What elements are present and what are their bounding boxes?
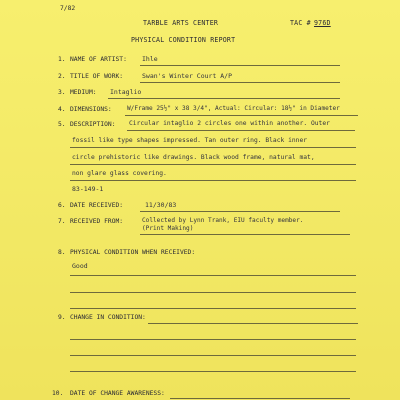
field-1-label: NAME OF ARTIST: xyxy=(70,56,127,63)
field-3-label: MEDIUM: xyxy=(70,89,97,96)
field-4-number: 4. xyxy=(58,106,66,113)
field-8-line-1 xyxy=(70,275,356,276)
dimensions-value: W/Frame 25½" x 38 3/4", Actual: Circular: 18½" in Diameter xyxy=(127,105,340,112)
artist-name: Ihle xyxy=(142,55,158,63)
field-5-line-3 xyxy=(70,164,356,165)
field-5-line-1 xyxy=(127,130,355,131)
field-2-line xyxy=(140,82,340,83)
field-2-label: TITLE OF WORK: xyxy=(70,73,124,80)
tac-number: 976D xyxy=(314,19,331,27)
field-5-label: DESCRIPTION: xyxy=(70,121,116,128)
field-6-label: DATE RECEIVED: xyxy=(70,202,124,209)
organization-name: TARBLE ARTS CENTER xyxy=(143,19,219,27)
description-line-1: Circular intaglio 2 circles one within another. Outer xyxy=(129,120,330,127)
field-9-line-1 xyxy=(148,323,358,324)
field-9-line-3 xyxy=(70,355,356,356)
field-3-line xyxy=(108,98,340,99)
medium-value: Intaglio xyxy=(110,88,142,96)
field-7-line xyxy=(140,234,350,235)
field-8-line-3 xyxy=(70,308,356,309)
field-9-number: 9. xyxy=(58,314,66,321)
field-5-number: 5. xyxy=(58,121,66,128)
field-6-number: 6. xyxy=(58,202,66,209)
description-line-4: non glare glass covering. xyxy=(72,170,167,177)
field-6-line xyxy=(140,211,340,212)
field-2-number: 2. xyxy=(58,73,66,80)
field-8-line-2 xyxy=(70,292,356,293)
field-9-label: CHANGE IN CONDITION: xyxy=(70,314,146,321)
field-9-line-2 xyxy=(70,339,356,340)
work-title: Swan's Winter Court A/P xyxy=(142,72,233,80)
form-date-code: 7/82 xyxy=(60,5,76,12)
description-line-2: fossil like type shapes impressed. Tan outer ring. Black inner xyxy=(72,137,308,144)
field-10-line xyxy=(170,398,350,399)
received-from-note: (Print Making) xyxy=(142,225,194,232)
field-4-label: DIMENSIONS: xyxy=(70,106,112,113)
description-line-3: circle prehistoric like drawings. Black wood frame, natural mat, xyxy=(72,154,315,161)
field-10-number: 10. xyxy=(52,390,64,397)
field-5-line-2 xyxy=(70,147,356,148)
field-5-line-4 xyxy=(70,180,356,181)
date-received-value: 11/30/83 xyxy=(145,201,177,209)
condition-received-value: Good xyxy=(72,262,88,270)
field-1-line xyxy=(140,65,340,66)
field-4-line xyxy=(125,115,358,116)
field-8-number: 8. xyxy=(58,249,66,256)
field-10-label: DATE OF CHANGE AWARENESS: xyxy=(70,390,165,397)
field-1-number: 1. xyxy=(58,56,66,63)
report-title: PHYSICAL CONDITION REPORT xyxy=(131,36,236,44)
field-8-label: PHYSICAL CONDITION WHEN RECEIVED: xyxy=(70,249,196,256)
received-from-value: Collected by Lynn Trank, EIU faculty member. xyxy=(142,217,304,224)
field-7-label: RECEIVED FROM: xyxy=(70,218,124,225)
accession-number: 83-149-1 xyxy=(72,185,104,193)
tac-label: TAC # xyxy=(290,19,311,27)
field-3-number: 3. xyxy=(58,89,66,96)
field-9-line-4 xyxy=(70,371,356,372)
field-7-number: 7. xyxy=(58,218,66,225)
